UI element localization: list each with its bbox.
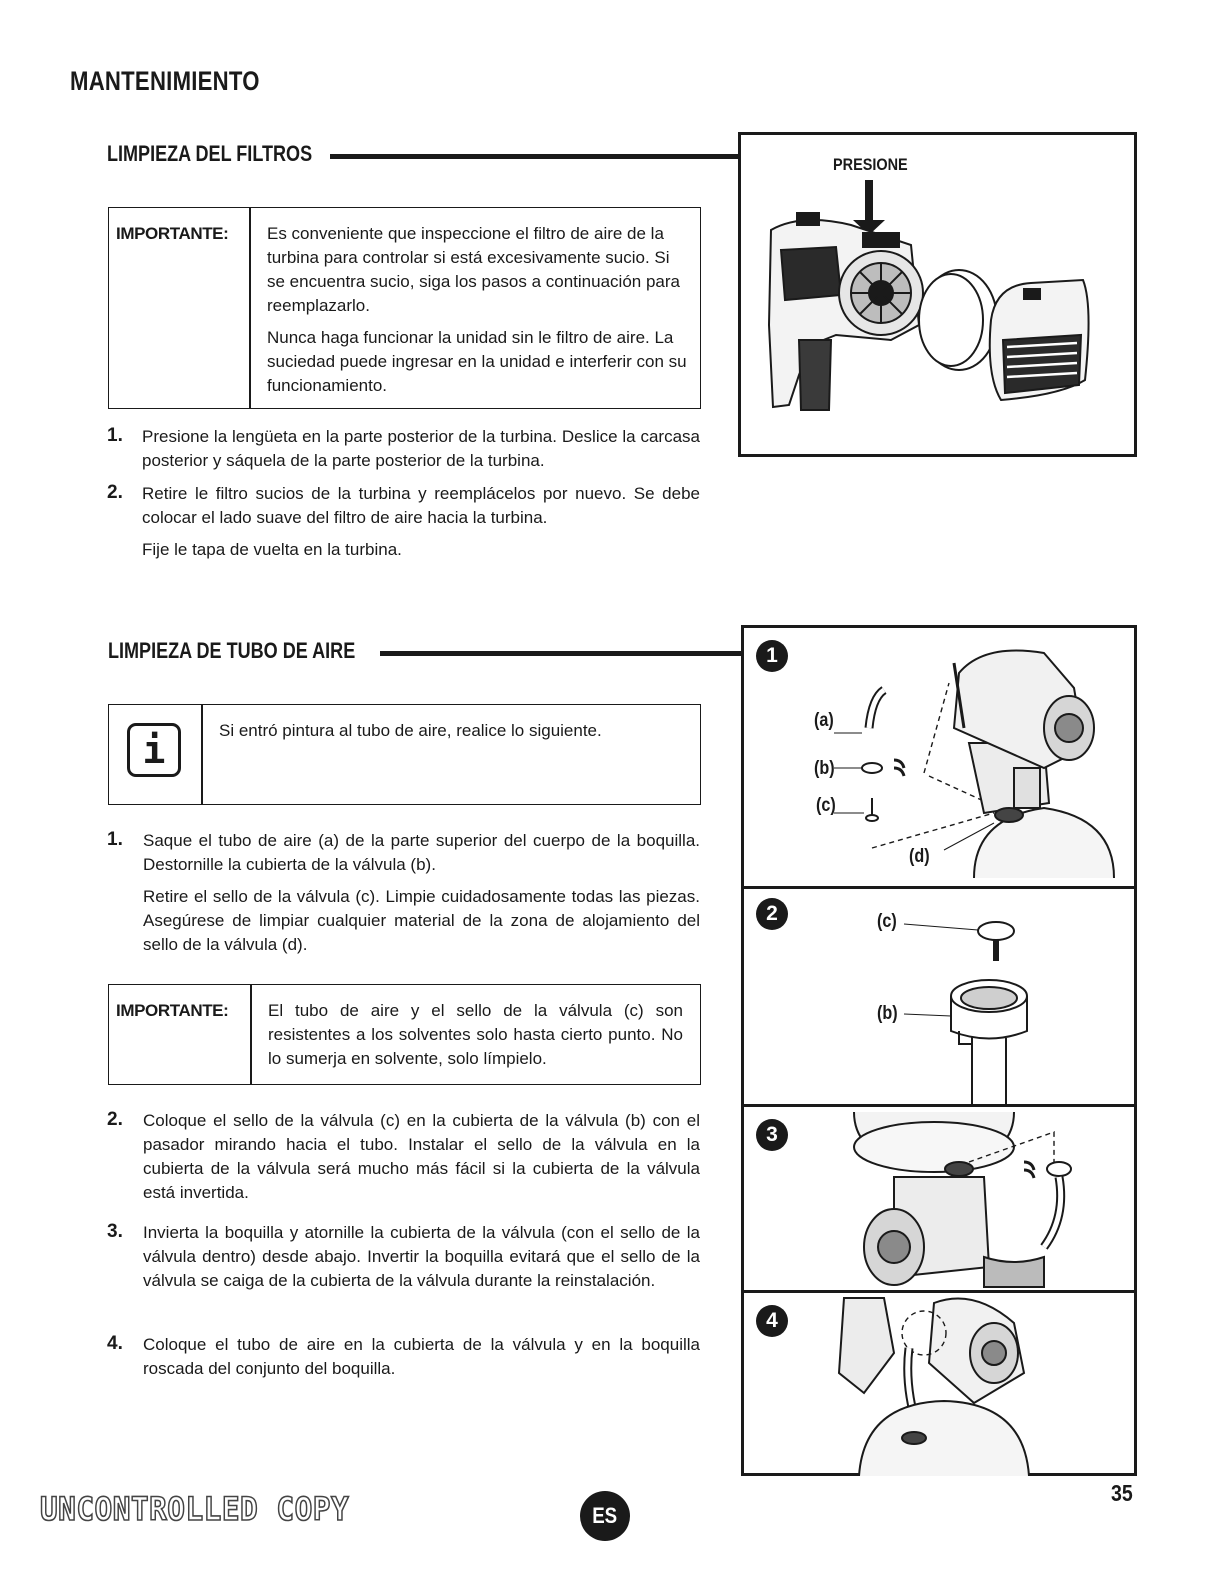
info-text: Si entró pintura al tubo de aire, realice lo siguiente.: [219, 721, 602, 740]
step-number: 1.: [107, 425, 123, 446]
callout-label: (c): [816, 795, 836, 816]
air-tube-section-title: LIMPIEZA DE TUBO DE AIRE: [108, 638, 356, 663]
step-number: 2.: [107, 482, 123, 503]
panel-number-badge: 4: [756, 1305, 788, 1337]
info-box: [108, 704, 701, 805]
callout-label: (c): [877, 911, 897, 932]
figure-panel-1: [744, 628, 1134, 889]
box-divider: [250, 985, 252, 1084]
reinstall-valve-illustration: [744, 1107, 1133, 1290]
filter-figure: [738, 132, 1137, 457]
page-number: 35: [1111, 1480, 1133, 1506]
important-label: IMPORTANTE:: [116, 1001, 229, 1020]
step-number: 2.: [107, 1109, 123, 1130]
turbine-illustration: [741, 135, 1133, 453]
air-tube-figure: [741, 625, 1137, 1476]
callout-label: (b): [814, 758, 835, 779]
nozzle-disassembly-illustration: [744, 628, 1133, 886]
important-paragraph: Nunca haga funcionar la unidad sin le filtro de aire. La suciedad puede ingresar en la unidad e interferir con su funcionamiento.: [267, 328, 687, 395]
callout-label: (a): [814, 710, 834, 731]
step-text: Saque el tubo de aire (a) de la parte superior del cuerpo de la boquilla. Destornille la cubierta de la válvula (b).: [143, 831, 700, 874]
important-paragraph: Es conveniente que inspeccione el filtro de aire de la turbina para controlar si está excesivamente sucio. Si se encuentra sucio, siga los pasos a continuación para reemplazarlo.: [267, 224, 680, 315]
callout-label: (b): [877, 1003, 898, 1024]
press-label: PRESIONE: [833, 155, 908, 174]
step-number: 4.: [107, 1333, 123, 1354]
important-text: [267, 222, 687, 406]
box-divider: [201, 705, 203, 804]
valve-seal-illustration: [744, 886, 1133, 1104]
important-box: [108, 984, 701, 1085]
info-icon: i: [127, 723, 181, 777]
step-number: 1.: [107, 829, 123, 850]
page-title: MANTENIMIENTO: [70, 66, 260, 96]
step-text: Retire el sello de la válvula (c). Limpie cuidadosamente todas las piezas. Asegúrese de limpiar cualquier material de la zona de alojamiento del sello de la válvula (d).: [143, 887, 700, 954]
section-rule: [330, 154, 742, 159]
important-label: IMPORTANTE:: [116, 224, 229, 243]
figure-panel-2: [744, 886, 1134, 1107]
step-text: Retire le filtro sucios de la turbina y reemplácelos por nuevo. Se debe colocar el lado suave del filtro de aire hacia la turbina.: [142, 484, 700, 527]
panel-number-badge: 1: [756, 640, 788, 672]
language-code: ES: [592, 1503, 618, 1528]
step-number: 3.: [107, 1221, 123, 1242]
box-divider: [249, 208, 251, 408]
step-text: Fije le tapa de vuelta en la turbina.: [142, 540, 402, 559]
air-tube-installed-illustration: [744, 1293, 1133, 1476]
important-box: [108, 207, 701, 409]
important-text: El tubo de aire y el sello de la válvula (c) son resistentes a los solventes solo hasta cierto punto. No lo sumerja en solvente, solo límpielo.: [268, 1001, 683, 1068]
section-rule: [380, 651, 744, 656]
callout-label: (d): [909, 846, 930, 867]
step-text: Coloque el sello de la válvula (c) en la cubierta de la válvula (b) con el pasador mirando hacia el tubo. Instalar el sello de la válvula en la cubierta de la válvula será mucho más fácil si la cubierta de la válvula está invertida.: [143, 1111, 700, 1202]
uncontrolled-copy-watermark: UNCONTROLLED COPY: [40, 1490, 350, 1528]
step-text: Presione la lengüeta en la parte posterior de la turbina. Deslice la carcasa posterior y sáquela de la parte posterior de la turbina.: [142, 427, 700, 470]
step-text: Invierta la boquilla y atornille la cubierta de la válvula (con el sello de la válvula dentro) desde abajo. Invertir la boquilla evitará que el sello de la válvula se caiga de la cubierta de la válvula durante la reinstalación.: [143, 1223, 700, 1290]
panel-number-badge: 3: [756, 1119, 788, 1151]
figure-panel-4: [744, 1293, 1134, 1479]
filter-section-title: LIMPIEZA DEL FILTROS: [107, 141, 313, 166]
language-badge: [580, 1491, 630, 1541]
figure-panel-3: [744, 1107, 1134, 1293]
panel-number-badge: 2: [756, 898, 788, 930]
step-text: Coloque el tubo de aire en la cubierta de la válvula y en la boquilla roscada del conjunto del boquilla.: [143, 1335, 700, 1378]
